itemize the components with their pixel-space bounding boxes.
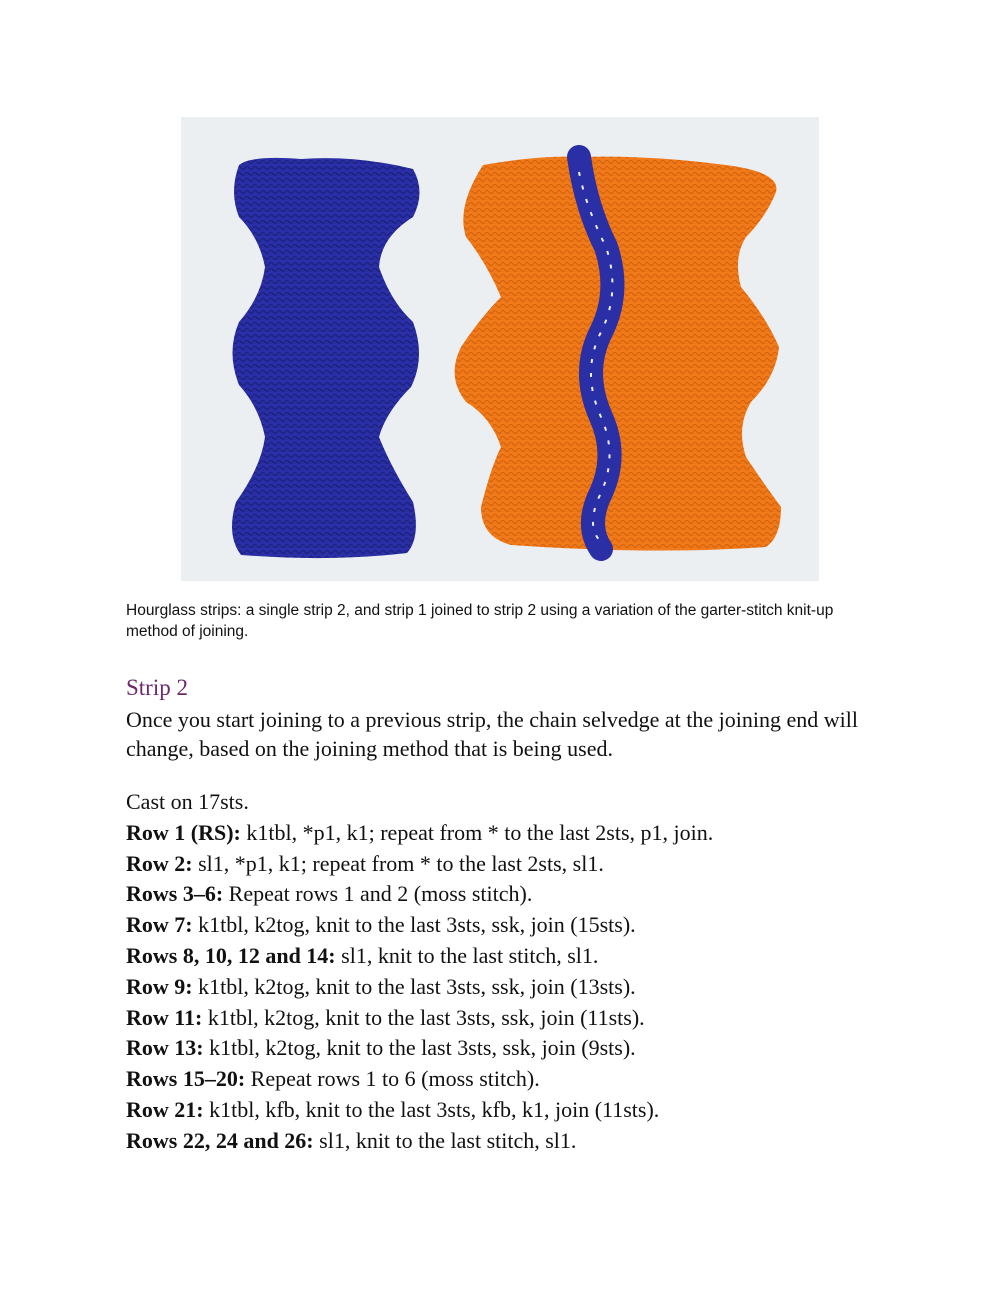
instruction-line: Row 21: k1tbl, kfb, knit to the last 3sts, kfb, k1, join (11sts). (126, 1096, 660, 1122)
blue-hourglass-strip (232, 158, 420, 558)
instruction-line: Row 9: k1tbl, k2tog, knit to the last 3sts, ssk, join (13sts). (126, 973, 636, 999)
instruction-line: Row 2: sl1, *p1, k1; repeat from * to the last 2sts, sl1. (126, 850, 604, 876)
orange-joined-strip (455, 157, 781, 551)
instruction-line: Row 11: k1tbl, k2tog, knit to the last 3sts, ssk, join (11sts). (126, 1004, 645, 1030)
instruction-line: Row 7: k1tbl, k2tog, knit to the last 3sts, ssk, join (15sts). (126, 912, 636, 938)
intro-paragraph: Once you start joining to a previous strip, the chain selvedge at the joining end will change, based on the joining method that is being used. (126, 707, 858, 761)
instruction-line: Rows 22, 24 and 26: sl1, knit to the last stitch, sl1. (126, 1127, 577, 1153)
pattern-instructions (126, 787, 906, 1157)
instruction-line: Rows 8, 10, 12 and 14: sl1, knit to the last stitch, sl1. (126, 942, 599, 968)
knitted-strips-photo (181, 117, 819, 581)
instruction-line: Rows 3–6: Repeat rows 1 and 2 (moss stitch). (126, 881, 533, 907)
instruction-line: Rows 15–20: Repeat rows 1 to 6 (moss stitch). (126, 1066, 540, 1092)
instruction-line: Row 13: k1tbl, k2tog, knit to the last 3sts, ssk, join (9sts). (126, 1035, 636, 1061)
section-heading: Strip 2 (126, 675, 188, 700)
figure-caption: Hourglass strips: a single strip 2, and strip 1 joined to strip 2 using a variation of the garter-stitch knit-up method of joining. (126, 602, 834, 640)
instruction-line: Cast on 17sts. (126, 789, 249, 814)
instruction-line: Row 1 (RS): k1tbl, *p1, k1; repeat from * to the last 2sts, p1, join. (126, 819, 714, 845)
